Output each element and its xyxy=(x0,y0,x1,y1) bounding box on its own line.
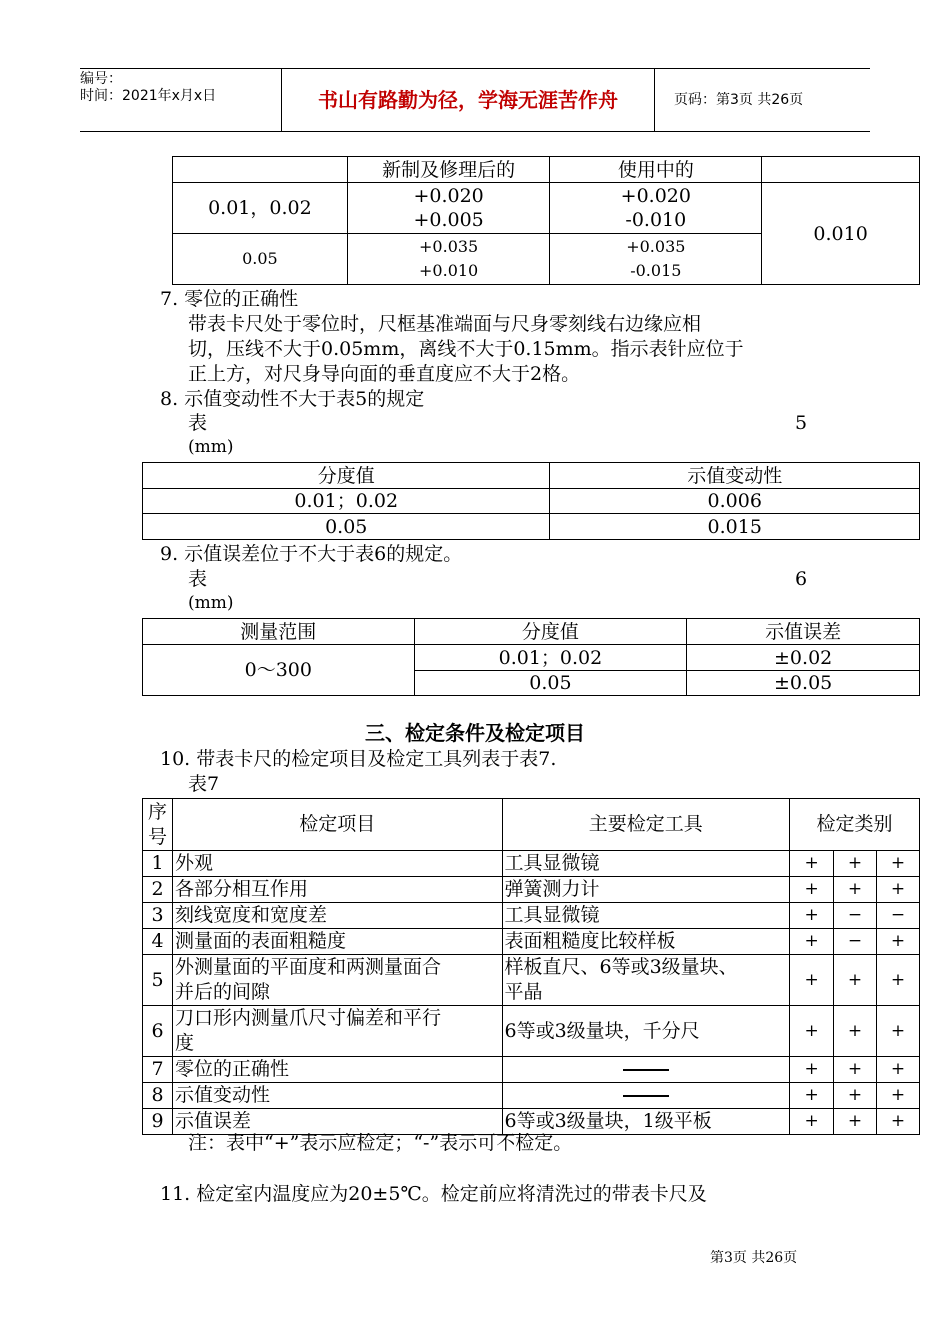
section-11-text: 11. 检定室内温度应为20±5℃。检定前应将清洗过的带表卡尺及 xyxy=(160,1183,707,1205)
section-7-line: 切，压线不大于0.05mm，离线不大于0.15mm。指示表针应位于 xyxy=(188,338,744,360)
use-values xyxy=(550,234,762,285)
row-cat: + xyxy=(790,929,834,955)
row-no: 5 xyxy=(143,955,173,1006)
table-6-header: 分度值 xyxy=(414,619,687,645)
col-item-header: 检定项目 xyxy=(172,799,502,851)
row-item-line: 外测量面的平面度和两测量面合 xyxy=(174,956,441,978)
new-values xyxy=(347,183,550,234)
dash-mark xyxy=(623,1069,669,1071)
row-item-line: 并后的间隙 xyxy=(174,981,270,1003)
row-tool-dash xyxy=(502,1057,790,1083)
row-label: 0.05 xyxy=(173,234,348,285)
new-lower: +0.005 xyxy=(413,209,484,231)
table-5-header: 分度值 xyxy=(143,463,550,489)
row-cat: + xyxy=(834,1083,877,1109)
row-cat: + xyxy=(834,1057,877,1083)
new-values xyxy=(347,234,550,285)
col-category-header: 检定类别 xyxy=(790,799,920,851)
row-cat: + xyxy=(877,877,920,903)
row-cat: + xyxy=(790,851,834,877)
row-tool: 6等或3级量块，1级平板 xyxy=(502,1109,790,1135)
row-no: 7 xyxy=(143,1057,173,1083)
row-no: 8 xyxy=(143,1083,173,1109)
use-values xyxy=(550,183,762,234)
tolerance-table xyxy=(172,156,920,285)
table-6-header: 测量范围 xyxy=(143,619,415,645)
row-cat: + xyxy=(834,877,877,903)
col-use-header: 使用中的 xyxy=(550,157,762,183)
row-cat: + xyxy=(877,851,920,877)
doc-number-label: 编号： xyxy=(80,71,122,87)
row-cat: + xyxy=(834,1006,877,1057)
row-cat: + xyxy=(877,1109,920,1135)
row-item: 零位的正确性 xyxy=(172,1057,502,1083)
col-new-header: 新制及修理后的 xyxy=(347,157,550,183)
row-cat: + xyxy=(790,1057,834,1083)
use-lower: -0.015 xyxy=(630,261,682,280)
row-cat: − xyxy=(834,929,877,955)
row-cat: + xyxy=(877,955,920,1006)
col-no-header xyxy=(143,799,173,851)
row-item xyxy=(172,1006,502,1057)
row-item-line: 度 xyxy=(174,1032,194,1054)
row-item: 测量面的表面粗糙度 xyxy=(172,929,502,955)
table-5-cell: 0.006 xyxy=(550,489,920,514)
date-label: 时间：2021年x月x日 xyxy=(80,88,217,104)
row-item xyxy=(172,955,502,1006)
table-6-cell: 0.05 xyxy=(414,671,687,696)
row-tool: 工具显微镜 xyxy=(502,903,790,929)
row-tool: 6等或3级量块，千分尺 xyxy=(502,1006,790,1057)
row-no: 3 xyxy=(143,903,173,929)
table-6-unit: (mm) xyxy=(188,593,234,613)
row-cat: + xyxy=(834,955,877,1006)
table-6-cell: ±0.05 xyxy=(687,671,920,696)
col-no-header-line: 序 xyxy=(147,800,167,823)
table-5-cell: 0.015 xyxy=(550,514,920,540)
row-tool xyxy=(502,955,790,1006)
row-cat: + xyxy=(790,1109,834,1135)
row-cat: + xyxy=(790,955,834,1006)
header-page-label: 页码：第3页 共26页 xyxy=(674,92,804,108)
row-tool-line: 样板直尺、6等或3级量块、 xyxy=(504,956,738,978)
row-item: 示值误差 xyxy=(172,1109,502,1135)
row-cat: − xyxy=(877,903,920,929)
blank-header-cell xyxy=(173,157,348,183)
section-7-line: 正上方，对尺身导向面的垂直度应不大于2格。 xyxy=(188,363,581,385)
col-tool-header: 主要检定工具 xyxy=(502,799,790,851)
table-6 xyxy=(142,618,920,696)
use-lower: -0.010 xyxy=(625,209,687,231)
table-6-range: 0～300 xyxy=(143,645,415,696)
section-10-intro: 10. 带表卡尺的检定项目及检定工具列表于表7. xyxy=(160,748,557,770)
row-cat: + xyxy=(877,1083,920,1109)
row-tool: 工具显微镜 xyxy=(502,851,790,877)
table-5-cell: 0.01；0.02 xyxy=(143,489,550,514)
row-no: 6 xyxy=(143,1006,173,1057)
row-item-line: 刀口形内测量爪尺寸偏差和平行 xyxy=(174,1007,441,1029)
page-header xyxy=(80,68,870,132)
table-5-number: 5 xyxy=(795,412,808,434)
row-no: 9 xyxy=(143,1109,173,1135)
table-5-cell: 0.05 xyxy=(143,514,550,540)
section-8-heading: 8. 示值变动性不大于表5的规定 xyxy=(160,388,425,410)
row-cat: + xyxy=(790,903,834,929)
row-cat: − xyxy=(834,903,877,929)
section-3-title: 三、检定条件及检定项目 xyxy=(365,721,585,745)
row-cat: + xyxy=(877,929,920,955)
header-meta xyxy=(80,69,280,133)
table-6-cell: ±0.02 xyxy=(687,645,920,671)
page-footer: 第3页 共26页 xyxy=(710,1250,798,1266)
table-5-header: 示值变动性 xyxy=(550,463,920,489)
row-label: 0.01，0.02 xyxy=(173,183,348,234)
row-item: 外观 xyxy=(172,851,502,877)
row-tool: 弹簧测力计 xyxy=(502,877,790,903)
row-no: 2 xyxy=(143,877,173,903)
section-7-heading: 7. 零位的正确性 xyxy=(160,288,299,310)
row-item: 示值变动性 xyxy=(172,1083,502,1109)
row-cat: + xyxy=(834,851,877,877)
table-7-note: 注：表中“+”表示应检定；“-”表示可不检定。 xyxy=(188,1132,573,1154)
new-upper: +0.035 xyxy=(419,237,479,256)
row-cat: + xyxy=(834,1109,877,1135)
col-no-header-line: 号 xyxy=(147,825,167,848)
row-cat: + xyxy=(790,1006,834,1057)
row-item: 各部分相互作用 xyxy=(172,877,502,903)
table-6-cell: 0.01；0.02 xyxy=(414,645,687,671)
blank-header-cell xyxy=(762,157,920,183)
table-7-caption: 表7 xyxy=(188,773,220,795)
row-cat: + xyxy=(877,1006,920,1057)
row-cat: + xyxy=(790,877,834,903)
table-6-word: 表 xyxy=(188,568,208,590)
row-tool: 表面粗糙度比较样板 xyxy=(502,929,790,955)
use-upper: +0.020 xyxy=(620,185,691,207)
table-6-number: 6 xyxy=(795,568,808,590)
table-5-word: 表 xyxy=(188,412,208,434)
row-no: 4 xyxy=(143,929,173,955)
table-5 xyxy=(142,462,920,540)
right-value: 0.010 xyxy=(762,183,920,285)
row-no: 1 xyxy=(143,851,173,877)
row-cat: + xyxy=(877,1057,920,1083)
table-7 xyxy=(142,798,920,1135)
dash-mark xyxy=(623,1095,669,1097)
row-tool-dash xyxy=(502,1083,790,1109)
table-6-header: 示值误差 xyxy=(687,619,920,645)
use-upper: +0.035 xyxy=(626,237,686,256)
new-upper: +0.020 xyxy=(413,185,484,207)
row-tool-line: 平晶 xyxy=(504,981,543,1003)
row-item: 刻线宽度和宽度差 xyxy=(172,903,502,929)
row-cat: + xyxy=(790,1083,834,1109)
section-7-line: 带表卡尺处于零位时，尺框基准端面与尺身零刻线右边缘应相 xyxy=(188,313,702,335)
header-motto: 书山有路勤为径，学海无涯苦作舟 xyxy=(281,69,655,131)
table-5-unit: (mm) xyxy=(188,437,234,457)
section-9-heading: 9. 示值误差位于不大于表6的规定。 xyxy=(160,543,463,565)
new-lower: +0.010 xyxy=(419,261,479,280)
